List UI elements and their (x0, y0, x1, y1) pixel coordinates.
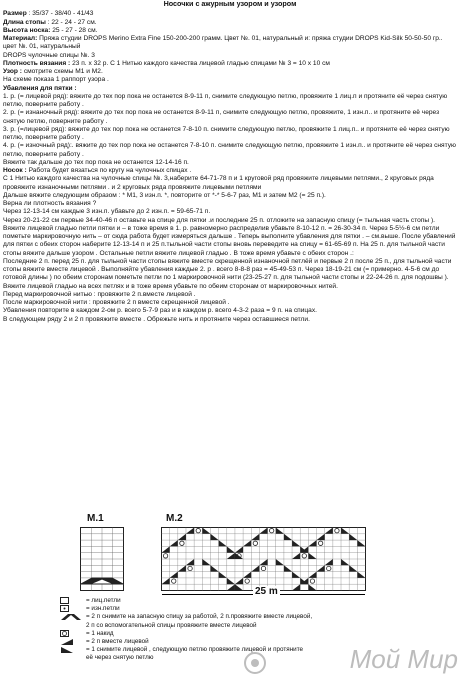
instruction-label: Размер (3, 10, 27, 18)
instruction-line (3, 258, 457, 291)
instruction-text: смотрите схемы М1 и М2. (21, 68, 103, 75)
instruction-line (3, 60, 457, 68)
page-title: Носочки с ажурным узором и узором (163, 0, 297, 8)
instruction-line (3, 291, 457, 299)
legend-item-skp-cont: её через снятую петлю (86, 654, 154, 662)
instruction-text: Дальше вяжите следующим образом : * М1, 3 изн.п. *, повторите от *-* 5-6-7 раз, М1 и затем М2 (= 25 п.). (3, 191, 326, 199)
instruction-line (3, 159, 457, 167)
chart-m1 (80, 527, 124, 591)
instruction-line (3, 85, 457, 93)
instruction-label: Убавления для пятки : (3, 84, 77, 92)
instruction-line (3, 76, 457, 84)
instruction-line (3, 68, 457, 76)
instruction-line (3, 208, 457, 216)
chart-m1-label: M.1 (87, 513, 104, 524)
legend-item-yarn-over: = 1 накид (60, 630, 390, 638)
instruction-text: 4. р. (= изночный ряд):. вяжите до тех пор пока не останется 7-8-10 п. снимите следующую петлю, провяжите 1 изн.п.. и протяните её через снятую петлю, поверните работу . (3, 142, 456, 158)
legend-item-purl: = изн.петли (60, 605, 390, 613)
instruction-text: : 35/37 - 38/40 - 41/43 (26, 10, 94, 18)
instruction-line (3, 93, 457, 110)
legend-item-cable: = 2 п снимите на запасную спицу за работой, 2 п.провяжите вместе лицевой, (60, 613, 390, 621)
legend-item-cable-cont: 2 п со вспомогательной спицы провяжите вместе лицевой (86, 621, 257, 629)
instruction-line (3, 225, 457, 258)
instruction-line (3, 109, 457, 126)
instructions-text (3, 0, 457, 324)
instruction-line (3, 10, 457, 18)
instruction-line (3, 27, 457, 35)
instruction-line (3, 52, 457, 60)
instruction-line (3, 316, 457, 324)
instruction-label: Носок : (3, 167, 27, 174)
instruction-label: Узор : (3, 68, 22, 75)
instruction-line (3, 200, 457, 208)
instruction-text: Перед маркировочной нитью : провяжите 2 п.вместе лицевой . (3, 290, 196, 298)
instruction-line (3, 192, 457, 200)
instruction-text: Через 20-21-22 см первые 34-40-46 п оставьте на спице для пятки .и последние 25 п. отложите на запасную спицу (= тыльная часть стопы ). (3, 216, 435, 224)
instruction-text: На схеме показа 1 раппорт узора . (3, 76, 109, 84)
instruction-text: Верна ли плотность вязания ? (3, 200, 97, 207)
chart-m2-width-label: 25 m (255, 586, 278, 597)
instruction-line (3, 307, 457, 315)
instruction-text: Через 12-13-14 см каждые 3 изн.п. убавьте до 2 изн.п. = 59-65-71 п. (3, 208, 211, 216)
instruction-line (3, 167, 457, 175)
chart-m2-label: M.2 (166, 513, 183, 524)
instruction-text: Последние 2 п. перед 25 п. для тыльной части стопы вяжите вместе скрещенной изнаночной петлёй и первые 2 п после 25 п., для тыльной части стопы вяжите вместе лицевой . Выполняйте убавления каждые 2. р . всего 8-8-8 раз = 45-49-53 п. Через 18-19-21 см (= примерно. 4-5-6 см до готовой длины ) по обеим сторонам пометьте петли по 1 маркировочной нити (23-25-27 п. для тыльной части стопы и 22-24-26 п. для подошвы ). Вяжите лицевой гладью на всех петлях и в тоже время убавьте по обеим сторонам от маркировочных нитей. (3, 257, 452, 290)
instruction-text: Пряжа студии DROPS Merino Extra Fine 150-200-200 грамм. Цвет №. 01, натуральный и: пряжа студии DROPS Kid-Silk 50-50-50 гр.. цвет №. 01, натуральный (3, 35, 443, 51)
instruction-text: Вяжите лицевой гладью петли пятки и – в тоже время в 1. р. равномерно распределив убавьте 8-10-12 п. = 26-30-34 п. Через 5-5½-6 см петли пометьте маркировочную нить – от сюда работа будет измеряться дальше . Теперь выполните убавления для пятки . – см.выше. После убавлений для пятки с обеих сторон наберите 12-13-14 п и 25 п.тыльной части стопы вновь переведите на спицу = 61-65-69 п. На 25 п. для тыльной части стопы вяжите дальше узором . Остальные петли вяжите лицевой гладью . В тоже время убавьте с обеих сторон .: (3, 224, 456, 257)
instruction-line (3, 175, 457, 192)
watermark-logo-icon (244, 652, 266, 674)
instruction-text: 2. р. (= изнаночный ряд): вяжите до тех пор пока не останется 8-9-11 п, снимите следующую петлю, провяжите, 1 изн.п.. и протяните её через снятую петлю, поверните работу . (3, 109, 440, 125)
instruction-text: С 1 Нитью каждого качества на чулочные спицы №. 3,наберите 64-71-78 п и 1 круговой ряд провяжите лицевыми петлями., 2 круговых ряда провяжите изнаночными петлями . и 2 круговых ряда провяжите лицевыми петлями (3, 175, 434, 191)
instruction-text: Убавления повторите в каждом 2-ом р. всего 5-7-9 раз и в каждом р. всего 4-3-2 раза = 9 п. на спицах. (3, 307, 317, 315)
instruction-text: 1. р. (= лицевой ряд): вяжите до тех пор пока не останется 8-9-11 п, снимите следующую петлю, провяжите 1 лиц.п и протяните её через снятую петлю, поверните работу . (3, 92, 448, 108)
instruction-text: Вяжите так дальше до тех пор пока не останется 12-14-16 п. (3, 158, 189, 166)
instruction-label: Длина стопы (3, 18, 46, 26)
instruction-label: Плотность вязания : (3, 59, 71, 67)
instruction-line (3, 142, 457, 159)
instruction-label: Высота носка: (3, 26, 51, 34)
instruction-text: 3. р. (=лицевой ряд): вяжите до тех пор пока не останется 7-8-10 п. снимите следующую петлю, провяжите 1 лиц.п.. и протяните её через снятую петлю, поверните работу . (3, 125, 450, 141)
instruction-text: 25 - 27 - 28 см. (50, 26, 98, 34)
instruction-line (3, 19, 457, 27)
instruction-text: В следующем ряду 2 и 2 п провяжите вместе . Обрежьте нить и протяните через оставшиеся петли. (3, 315, 310, 323)
instruction-line (3, 35, 457, 52)
instruction-text: Работа будет вязаться по кругу на чулочных спицах . (26, 167, 192, 174)
instruction-text: 23 п. х 32 р. С 1 Нитью каждого качества лицевой гладью спицами № 3 = 10 х 10 см (70, 59, 330, 67)
instruction-line (3, 299, 457, 307)
instruction-text: DROPS чулочные спицы №. 3 (3, 51, 95, 59)
instruction-line (3, 217, 457, 225)
chart-legend (60, 597, 390, 663)
instruction-label: Материал: (3, 35, 38, 42)
legend-item-knit: = лиц.петли (60, 597, 390, 605)
instruction-text: После маркировочной нити : провяжите 2 п вместе скрещенной лицевой . (3, 299, 230, 306)
instruction-line (3, 126, 457, 143)
legend-item-skp: = 1 снимите лицевой , следующую петлю провяжите лицевой и протяните (60, 646, 390, 654)
legend-item-k2tog: = 2 п вместе лицевой (60, 638, 390, 646)
watermark-text: Мой Мир (349, 644, 458, 674)
instruction-text: : 22 - 24 - 27 см. (45, 18, 97, 26)
